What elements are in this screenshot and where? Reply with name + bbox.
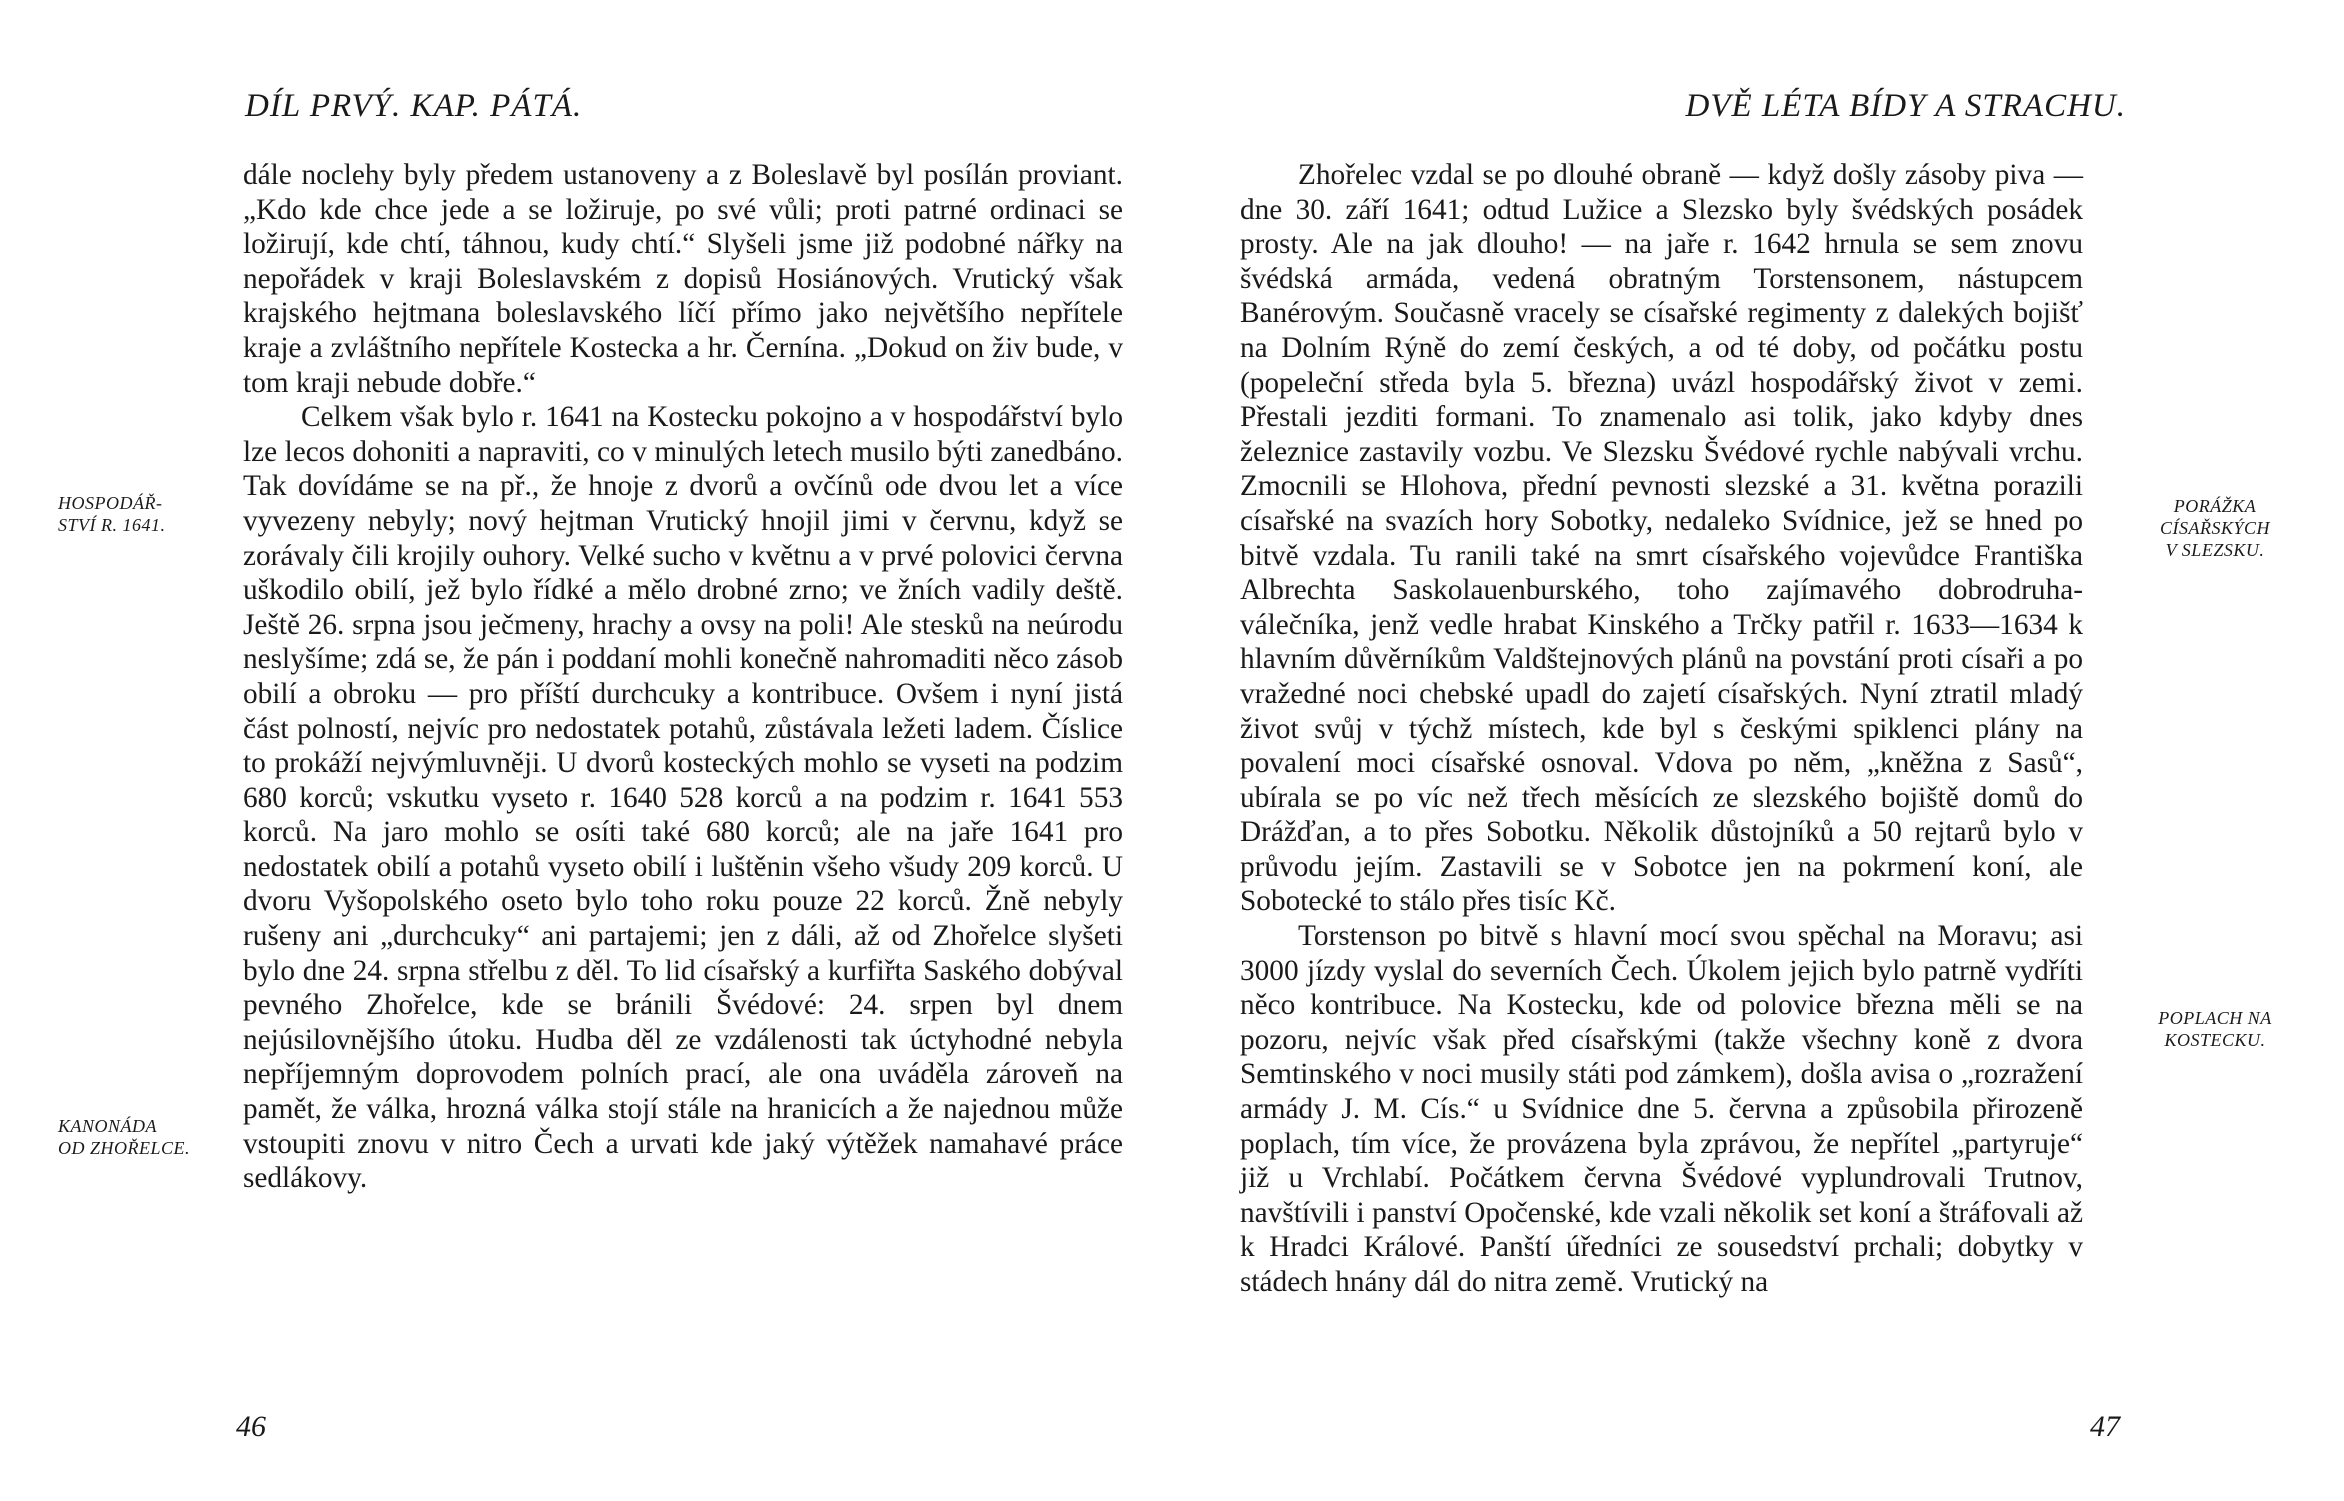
- left-paragraph-1: dále noclehy byly předem ustanoveny a z Boleslavě byl posílán proviant. „Kdo kde chce jede a se ložiruje, po své vůli; proti patrné ordinaci se ložirují, kde chtí, táhnou, kudy chtí.“ Slyšeli jsme již podobné nářky na nepořádek v kraji Boleslavském z dopisů Hosiánových. Vrutický však krajského hejtmana boleslavského líčí přímo jako největšího nepřítele kraje a zvláštního nepřítele Kostecka a hr. Černína. „Dokud on živ bude, v tom kraji nebude dobře.“: [243, 159, 1123, 399]
- right-paragraph-2: Torstenson po bitvě s hlavní mocí svou spěchal na Moravu; asi 3000 jízdy vyslal do severních Čech. Úkolem jejich bylo patrně vydříti něco kontribuce. Na Kostecku, kde od polovice března měli se na pozoru, nejvíc však před císařskými (takže všechny koně z dvora Semtinského v noci musily státi pod zámkem), došla avisa o „rozražení armády J. M. Cís.“ u Svídnice dne 5. června a způsobila přirozeně poplach, tím více, že provázena byla zprávou, že nepřítel „partyruje“ již u Vrchlabí. Počátkem června Švédové vyplundrovali Trutnov, navštívili i panství Opočenské, kde vzali několik set koní a štráfovali až k Hradci Králové. Panští úředníci ze sousedství prchali; dobytky v stádech hnány dál do nitra země. Vrutický na: [1240, 920, 2083, 1298]
- marginal-note-kanonada: KANONÁDA OD ZHOŘELCE.: [58, 1116, 191, 1158]
- page-number-right: 47: [2090, 1410, 2120, 1443]
- left-paragraph-2: Celkem však bylo r. 1641 na Kostecku pokojno a v hospodářství bylo lze lecos dohoniti a napraviti, co v minulých letech musilo býti zanedbáno. Tak dovídáme se na př., že hnoje z dvorů a ovčínů ode dvou let a více vyvezeny nebyly; nový hejtman Vrutický hnojil jimi v červnu, když se zorávaly čili krojily ouhory. Velké sucho v květnu a v prvé polovici června uškodilo obilí, jež bylo řídké a mělo drobné zrno; ve žních vadily deště. Ještě 26. srpna jsou ječmeny, hrachy a ovsy na poli! Ale stesků na neúrodu neslyšíme; zdá se, že pán i poddaní mohli konečně nahromaditi něco zásob obilí a obroku — pro příští durchcuky a kontribuce. Ovšem i nyní jistá část polností, nejvíc pro nedostatek potahů, zůstávala ležeti ladem. Číslice to prokáží nejvýmluvněji. U dvorů kosteckých mohlo se vyseti na podzim 680 korců; vskutku vyseto r. 1640 528 korců a na podzim r. 1641 553 korců. Na jaro mohlo se osíti také 680 korců; ale na jaře 1641 pro nedostatek obilí a potahů vyseto obilí i luštěnin všeho všudy 209 korců. U dvoru Vyšopolského oseto bylo toho roku pouze 22 korců. Žně nebyly rušeny ani „durchcuky“ ani partajemi; jen z dáli, až od Zhořelce slyšeti bylo dne 24. srpna střelbu z děl. To lid císařský a kurfiřta Saského dobýval pevného Zhořelce, kde se bránili Švédové: 24. srpen byl dnem nejúsilovnějšího útoku. Hudba děl ze vzdálenosti tak úctyhodné nebyla nepříjemným doprovodem polních prací, ale ona uváděla zároveň na pamět, že válka, hrozná válka stojí stále na hranicích a že najednou může vstoupiti znovu v nitro Čech a urvati kde jaký výtěžek namahavé práce sedlákovy.: [243, 401, 1123, 1195]
- marginal-note-poplach: POPLACH NA KOSTECKU.: [2158, 1008, 2272, 1050]
- running-head-right: DVĚ LÉTA BÍDY A STRACHU.: [1685, 88, 2126, 124]
- left-body-text: [243, 158, 1123, 1196]
- marginal-note-porazka: PORÁŽKA CÍSAŘSKÝCH V SLEZSKU.: [2159, 496, 2270, 560]
- right-page: [1172, 0, 2344, 1501]
- right-paragraph-1: Zhořelec vzdal se po dlouhé obraně — když došly zásoby piva — dne 30. září 1641; odtud Lužice a Slezsko byly švédských posádek prosty. Ale na jak dlouho! — na jaře r. 1642 hrnula se sem znovu švédská armáda, vedená obratným Torstensonem, nástupcem Banérovým. Současně vracely se císařské regimenty z dalekých bojišť na Dolním Rýně do zemí českých, a od té doby, od počátku postu (popeleční středa byla 5. března) uvázl hospodářský život v zemi. Přestali jezditi formani. To znamenalo asi tolik, jako kdyby dnes železnice zastavily vozbu. Ve Slezsku Švédové rychle nabývali vrchu. Zmocnili se Hlohova, přední pevnosti slezské a 31. května porazili císařské na svazích hory Sobotky, nedaleko Svídnice, jež se hned po bitvě vzdala. Tu ranili také na smrt císařského vojevůdce Františka Albrechta Saskolauenburského, toho zajímavého dobrodruha-válečníka, jenž vedle hrabat Kinského a Trčky patřil r. 1633—1634 k hlavním důvěrníkům Valdštejnových plánů na povstání proti císaři a po vražedné noci chebské upadl do zajetí císařských. Nyní ztratil mladý život svůj v týchž místech, kde byl s českými spiklenci plány na povalení moci císařské osnoval. Vdova po něm, „kněžna z Sasů“, ubírala se po víc než třech měsících ze slezského bojiště domů do Drážďan, a to přes Sobotku. Několik důstojníků a 50 rejtarů bylo v průvodu jejím. Zastavili se v Sobotce jen na pokrmení koní, ale Sobotecké to stálo přes tisíc Kč.: [1240, 159, 2083, 918]
- running-head-left: DÍL PRVÝ. KAP. PÁTÁ.: [245, 88, 583, 124]
- marginal-note-hospodarstvi: HOSPODÁŘ- STVÍ R. 1641.: [58, 493, 166, 535]
- page-number-left: 46: [236, 1410, 266, 1443]
- right-body-text: [1240, 158, 2083, 1300]
